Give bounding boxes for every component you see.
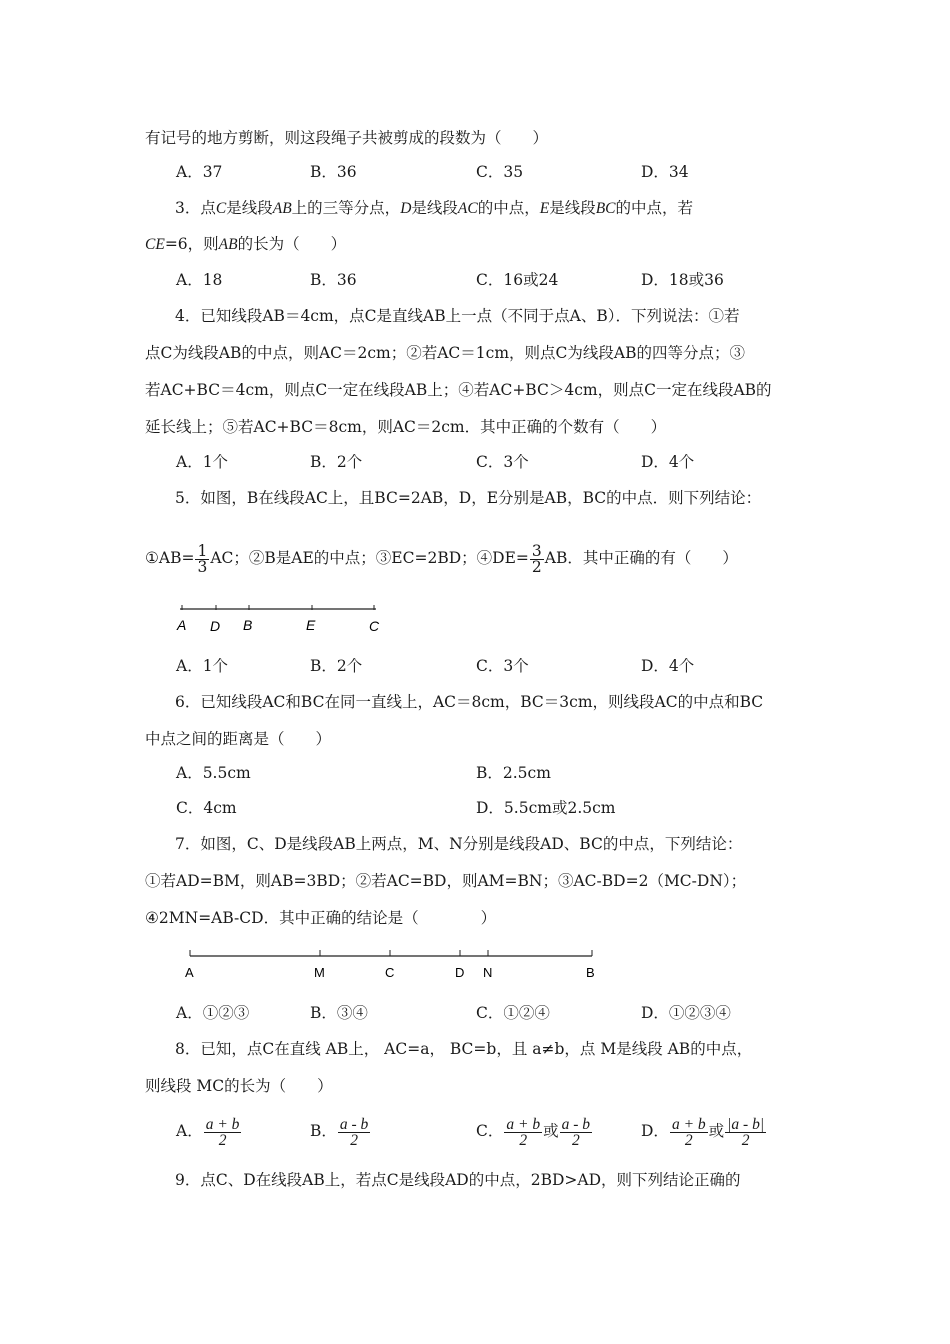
q6-option-a: A．5.5cm	[176, 764, 251, 782]
q8-stem-line1: 8．已知，点C在直线 AB上， AC=a， BC=b，且 a≠b，点 M是线段 AB的中点，	[175, 1040, 753, 1058]
q2-option-a: A．37	[176, 163, 223, 181]
q7-label-c: C	[385, 965, 395, 980]
q5-option-b: B．2个	[310, 657, 363, 675]
q6-stem-line2: 中点之间的距离是（ ）	[145, 730, 332, 748]
q7-label-n: N	[483, 965, 493, 980]
q6-option-b: B．2.5cm	[476, 764, 551, 782]
q7-label-m: M	[314, 965, 325, 980]
q3-option-c: C．16或24	[476, 271, 559, 289]
q8-stem-line2: 则线段 MC的长为（ ）	[145, 1077, 333, 1095]
q7-option-d: D．①②③④	[641, 1004, 731, 1022]
q5-stem-line1: 5．如图，B在线段AC上，且BC=2AB，D，E分别是AB，BC的中点．则下列结论：	[175, 489, 762, 507]
q8-option-c: C． $\frac{a + b}{2}$ 或 $\frac{a - b}{2}$	[476, 1115, 591, 1149]
q5-segment-figure	[172, 600, 387, 636]
q6-option-d: D．5.5cm或2.5cm	[476, 799, 616, 817]
q7-option-a: A．①②③	[176, 1004, 250, 1022]
q4-stem-line2: 点C为线段AB的中点，则AC＝2cm；②若AC＝1cm，则点C为线段AB的四等分点；③	[145, 344, 745, 362]
q4-option-c: C．3个	[476, 453, 529, 471]
q4-option-d: D．4个	[641, 453, 695, 471]
q5-option-a: A．1个	[176, 657, 229, 675]
q5-option-d: D．4个	[641, 657, 695, 675]
q4-option-a: A．1个	[176, 453, 229, 471]
q3-option-d: D．18或36	[641, 271, 724, 289]
q5-label-d: D	[210, 618, 221, 634]
q3-option-b: B．36	[310, 271, 357, 289]
q4-stem-line1: 4．已知线段AB＝4cm，点C是直线AB上一点（不同于点A、B）．下列说法：①若	[175, 307, 740, 325]
q7-option-b: B．③④	[310, 1004, 368, 1022]
q5-label-c: C	[369, 618, 380, 634]
q6-stem-line1: 6．已知线段AC和BC在同一直线上，AC＝8cm，BC＝3cm，则线段AC的中点和BC	[175, 693, 764, 711]
q5-fraction-three-halves: $\frac{3}{2}$	[531, 541, 542, 576]
q7-label-d: D	[455, 965, 465, 980]
q5-label-b: B	[243, 617, 253, 633]
q8-option-b: B． $\frac{a - b}{2}$	[310, 1115, 369, 1149]
q5-stem-line2: ①AB= $\frac{1}{3}$ AC；②B是AE的中点；③EC=2BD；④DE= $\frac{3}{2}$ AB．其中正确的有（ ）	[145, 541, 738, 576]
q5-fraction-one-third: $\frac{1}{3}$	[197, 541, 208, 576]
q2-option-d: D．34	[641, 163, 689, 181]
q7-label-b: B	[586, 965, 595, 980]
q7-stem-line3: ④2MN=AB-CD．其中正确的结论是（ ）	[145, 909, 497, 927]
q3-option-a: A．18	[176, 271, 223, 289]
q2-option-c: C．35	[476, 163, 524, 181]
q2-option-b: B．36	[310, 163, 357, 181]
q7-segment-figure	[180, 948, 600, 984]
q7-label-a: A	[185, 965, 194, 980]
q8-option-d: D． $\frac{a + b}{2}$ 或 $\frac{|a - b|}{2}$	[641, 1115, 765, 1149]
q2-stem-tail: 有记号的地方剪断，则这段绳子共被剪成的段数为（ ）	[145, 129, 549, 147]
q8-option-a: A． $\frac{a + b}{2}$	[176, 1115, 240, 1149]
q5-label-a: A	[177, 617, 187, 633]
q5-option-c: C．3个	[476, 657, 529, 675]
q5-label-e: E	[306, 617, 316, 633]
q4-stem-line3: 若AC+BC＝4cm，则点C一定在线段AB上；④若AC+BC＞4cm，则点C一定在线段AB的	[145, 381, 772, 399]
q7-stem-line1: 7．如图，C、D是线段AB上两点，M、N分别是线段AD、BC的中点，下列结论：	[175, 835, 743, 853]
q3-stem-line1: 3．点C是线段AB上的三等分点，D是线段AC的中点，E是线段BC的中点，若	[175, 199, 694, 217]
q3-stem-line2: CE=6，则AB的长为（ ）	[145, 235, 347, 253]
q6-option-c: C．4cm	[176, 799, 237, 817]
q4-option-b: B．2个	[310, 453, 363, 471]
q4-stem-line4: 延长线上；⑤若AC+BC＝8cm，则AC＝2cm．其中正确的个数有（ ）	[145, 418, 667, 436]
q9-stem-line1: 9．点C、D在线段AB上，若点C是线段AD的中点，2BD>AD，则下列结论正确的	[175, 1171, 741, 1189]
q7-option-c: C．①②④	[476, 1004, 550, 1022]
q7-stem-line2: ①若AD=BM，则AB=3BD；②若AC=BD，则AM=BN；③AC-BD=2（MC-DN）；	[145, 872, 747, 890]
